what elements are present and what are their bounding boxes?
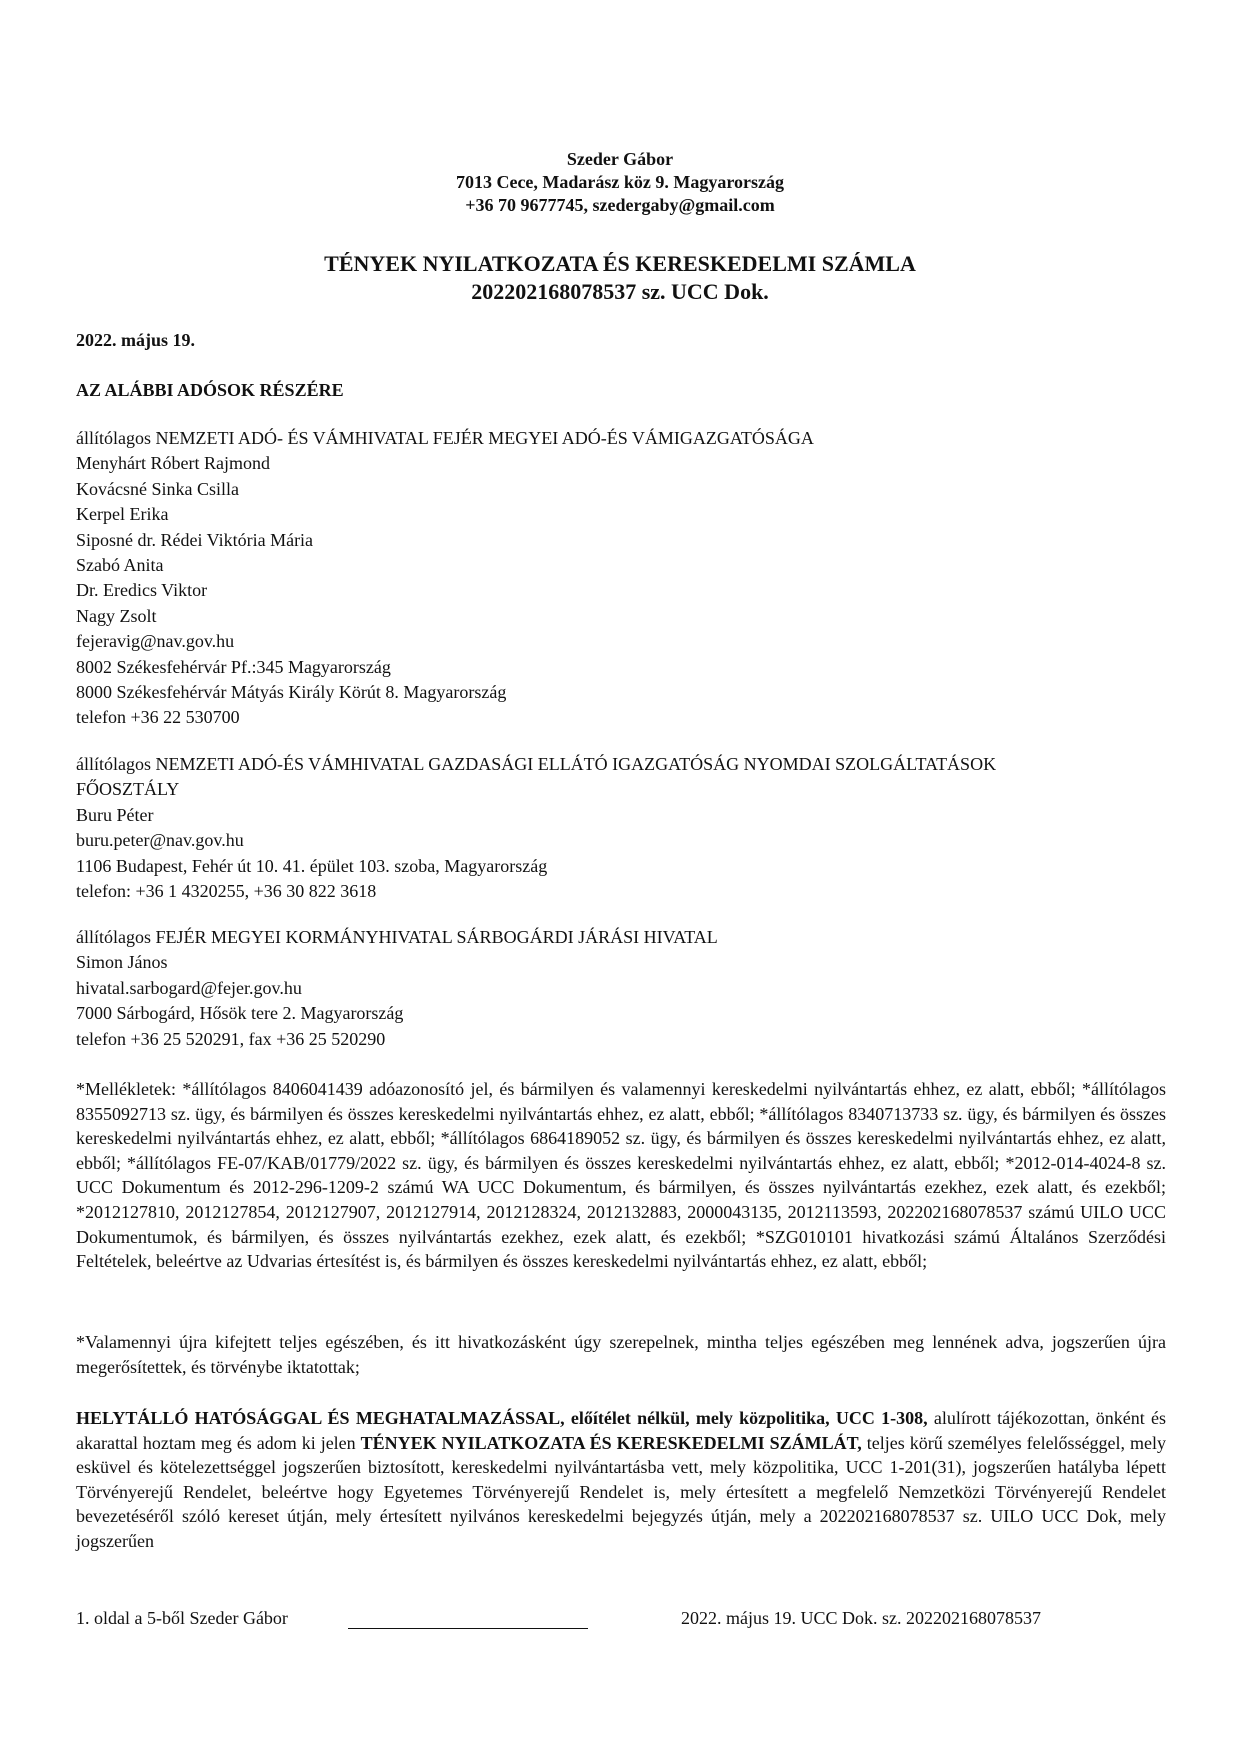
recipient-line: Kerpel Erika bbox=[76, 504, 169, 525]
recipient-line: Siposné dr. Rédei Viktória Mária bbox=[76, 529, 314, 550]
footer-doc-info: 2022. május 19. UCC Dok. sz. 202202168078537 bbox=[681, 1608, 1041, 1628]
document-title bbox=[0, 250, 1240, 306]
incorporation-paragraph: *Valamennyi újra kifejtett teljes egészében, és itt hivatkozásként úgy szerepelnek, mintha teljes egészében meg lennének adva, jogszerűen újra megerősítettek, és törvénybe iktatottak; bbox=[76, 1332, 1166, 1377]
signature-line bbox=[348, 1628, 588, 1629]
sender-contact: +36 70 9677745, szedergaby@gmail.com bbox=[465, 195, 775, 215]
recipient-line: Simon János bbox=[76, 952, 168, 973]
recipient-line: telefon: +36 1 4320255, +36 30 822 3618 bbox=[76, 881, 377, 902]
recipient-line: Kovácsné Sinka Csilla bbox=[76, 478, 239, 499]
recipient-line: állítólagos FEJÉR MEGYEI KORMÁNYHIVATAL SÁRBOGÁRDI JÁRÁSI HIVATAL bbox=[76, 927, 718, 947]
recipient-email: buru.peter@nav.gov.hu bbox=[76, 830, 244, 851]
recipient-line: 8000 Székesfehérvár Mátyás Király Körút 8. Magyarország bbox=[76, 682, 507, 703]
sender-name: Szeder Gábor bbox=[566, 149, 674, 169]
recipient-line: 1106 Budapest, Fehér út 10. 41. épület 103. szoba, Magyarország bbox=[76, 855, 548, 876]
recipient-line: Menyhárt Róbert Rajmond bbox=[76, 453, 270, 474]
sender-header bbox=[0, 148, 1240, 217]
recipient-line: állítólagos NEMZETI ADÓ- ÉS VÁMHIVATAL FEJÉR MEGYEI ADÓ-ÉS VÁMIGAZGATÓSÁGA bbox=[76, 428, 814, 448]
title-line-1: TÉNYEK NYILATKOZATA ÉS KERESKEDELMI SZÁMLA bbox=[324, 251, 916, 276]
recipient-email: hivatal.sarbogard@fejer.gov.hu bbox=[76, 977, 302, 998]
declaration-bold-2: TÉNYEK NYILATKOZATA ÉS KERESKEDELMI SZÁMLÁT, bbox=[360, 1432, 862, 1453]
recipient-line: Buru Péter bbox=[76, 804, 154, 825]
recipient-block-2 bbox=[76, 752, 1166, 904]
declaration-paragraph bbox=[76, 1406, 1166, 1554]
recipients-heading: AZ ALÁBBI ADÓSOK RÉSZÉRE bbox=[76, 380, 344, 400]
footer-page-info: 1. oldal a 5-ből Szeder Gábor bbox=[76, 1608, 288, 1628]
recipient-line: állítólagos NEMZETI ADÓ-ÉS VÁMHIVATAL GAZDASÁGI ELLÁTÓ IGAZGATÓSÁG NYOMDAI SZOLGÁLTATÁSOK bbox=[76, 754, 997, 774]
recipient-line: telefon +36 25 520291, fax +36 25 520290 bbox=[76, 1028, 386, 1049]
attachments-paragraph: *Mellékletek: *állítólagos 8406041439 adóazonosító jel, és bármilyen és valamennyi kereskedelmi nyilvántartás ehhez, ez alatt, ebből; *állítólagos 8355092713 sz. ügy, és bármilyen és összes kereskedelmi nyilvántartás ehhez, ez alatt, ebből; *állítólagos 8340713733 sz. ügy, és bármilyen és összes kereskedelmi nyilvántartás ehhez, ez alatt, ebből; *állítólagos 6864189052 sz. ügy, és bármilyen és összes kereskedelmi nyilvántartás ehhez, ez alatt, ebből; *állítólagos FE-07/KAB/01779/2022 sz. ügy, és bármilyen és összes kereskedelmi nyilvántartás ehhez, ez alatt, ebből; *2012-014-4024-8 sz. UCC Dokumentum és 2012-296-1209-2 számú WA UCC Dokumentum, és bármilyen, és összes nyilvántartás ezekhez, ezek alatt, és ezekből; *2012127810, 2012127854, 2012127907, 2012127914, 2012128324, 2012132883, 2000043135, 2012113593, 202202168078537 számú UILO UCC Dokumentumok, és bármilyen, és összes nyilvántartás ezekhez, ezek alatt, és ezekből; *SZG010101 hivatkozási számú Általános Szerződési Feltételek, beleértve az Udvarias értesítést is, és bármilyen és összes kereskedelmi nyilvántartás ehhez, ez alatt, ebből; bbox=[76, 1079, 1166, 1272]
recipient-line: Szabó Anita bbox=[76, 555, 164, 576]
sender-address: 7013 Cece, Madarász köz 9. Magyarország bbox=[455, 172, 785, 192]
title-line-2: 202202168078537 sz. UCC Dok. bbox=[471, 279, 769, 304]
recipient-line: Nagy Zsolt bbox=[76, 605, 157, 626]
recipient-email: fejeravig@nav.gov.hu bbox=[76, 631, 235, 652]
declaration-text-2: teljes körű személyes felelősséggel, mely esküvel és kötelezettséggel jogszerűen biztosított, kereskedelmi nyilvántartásba vett, mely közpolitika, UCC 1-201(31), jogszerűen hatályba lépett Törvényerejű Rendelet, beleértve hogy Egyetemes Törvényerejű Rendelet is, mely értesített a megfelelő Nemzetközi Törvényerejű Rendelet bevezetéséről szóló kereset útján, mely értesített nyilvános kereskedelmi bejegyzés útján, mely a 202202168078537 sz. UILO UCC Dok, mely jogszerűen bbox=[76, 1432, 1167, 1551]
recipient-block-3 bbox=[76, 925, 1166, 1052]
recipient-line: 8002 Székesfehérvár Pf.:345 Magyarország bbox=[76, 656, 391, 677]
declaration-text-1: alulírott tájékozottan, önként és akarattal hoztam meg és adom ki jelen bbox=[76, 1408, 1166, 1453]
declaration-bold-1: HELYTÁLLÓ HATÓSÁGGAL ÉS MEGHATALMAZÁSSAL, előítélet nélkül, mely közpolitika, UCC 1-308, bbox=[76, 1408, 928, 1428]
recipient-line: FŐOSZTÁLY bbox=[76, 779, 180, 800]
recipient-block-1 bbox=[76, 426, 1166, 731]
recipient-line: 7000 Sárbogárd, Hősök tere 2. Magyarország bbox=[76, 1003, 404, 1024]
recipient-line: telefon +36 22 530700 bbox=[76, 707, 240, 728]
recipient-line: Dr. Eredics Viktor bbox=[76, 580, 208, 601]
document-date: 2022. május 19. bbox=[76, 330, 196, 350]
